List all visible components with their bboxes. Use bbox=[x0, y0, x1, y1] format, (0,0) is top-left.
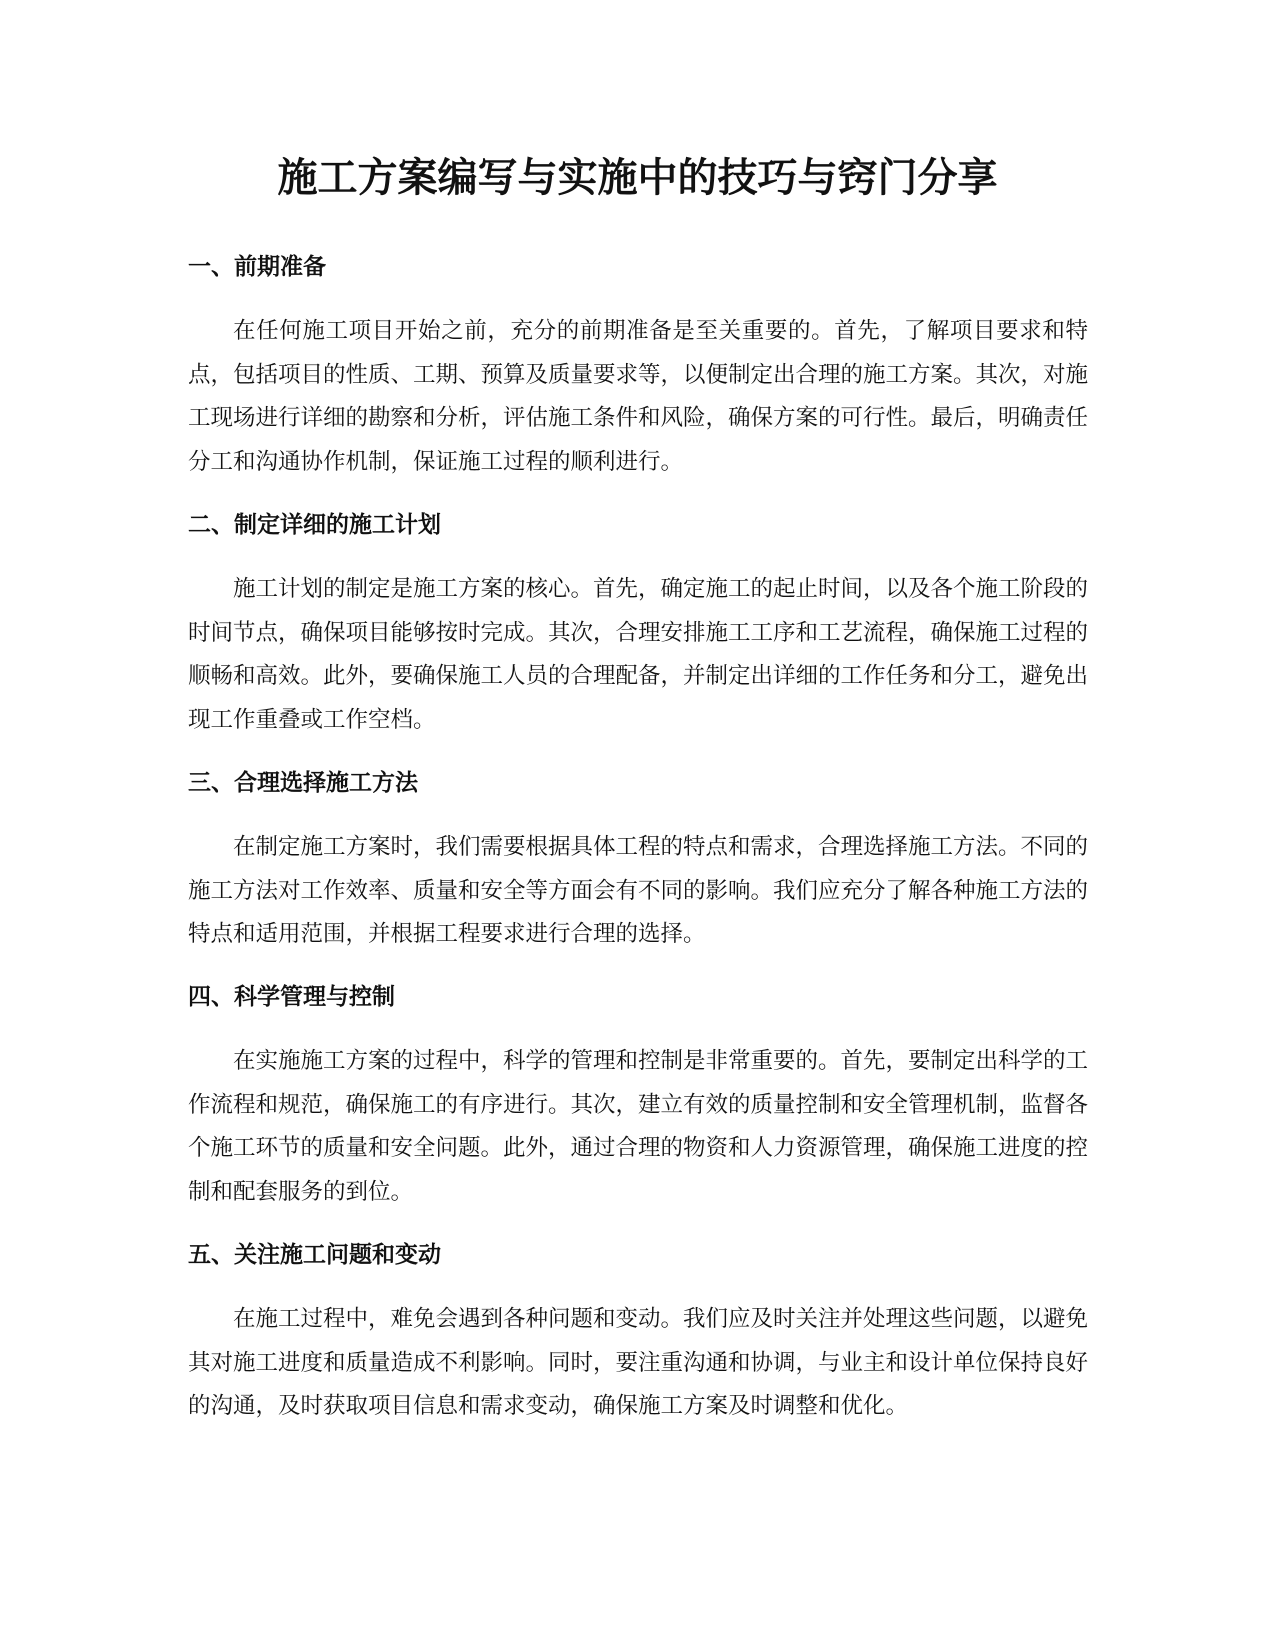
section-heading-2: 二、制定详细的施工计划 bbox=[188, 512, 441, 538]
section-body-1: 在任何施工项目开始之前，充分的前期准备是至关重要的。首先，了解项目要求和特点，包括项目的性质、工期、预算及质量要求等，以便制定出合理的施工方案。其次，对施工现场进行详细的勘察和分析，评估施工条件和风险，确保方案的可行性。最后，明确责任分工和沟通协作机制，保证施工过程的顺利进行。 bbox=[188, 318, 1089, 475]
section-body-4: 在实施施工方案的过程中，科学的管理和控制是非常重要的。首先，要制定出科学的工作流程和规范，确保施工的有序进行。其次，建立有效的质量控制和安全管理机制，监督各个施工环节的质量和安全问题。此外，通过合理的物资和人力资源管理，确保施工进度的控制和配套服务的到位。 bbox=[188, 1048, 1089, 1205]
document-title: 施工方案编写与实施中的技巧与窍门分享 bbox=[277, 155, 998, 201]
section-heading-5: 五、关注施工问题和变动 bbox=[188, 1242, 441, 1268]
section-body-3: 在制定施工方案时，我们需要根据具体工程的特点和需求，合理选择施工方法。不同的施工方法对工作效率、质量和安全等方面会有不同的影响。我们应充分了解各种施工方法的特点和适用范围，并根据工程要求进行合理的选择。 bbox=[188, 834, 1089, 947]
section-heading-3: 三、合理选择施工方法 bbox=[188, 770, 418, 796]
section-body-2: 施工计划的制定是施工方案的核心。首先，确定施工的起止时间，以及各个施工阶段的时间节点，确保项目能够按时完成。其次，合理安排施工工序和工艺流程，确保施工过程的顺畅和高效。此外，要确保施工人员的合理配备，并制定出详细的工作任务和分工，避免出现工作重叠或工作空档。 bbox=[188, 576, 1089, 733]
section-heading-4: 四、科学管理与控制 bbox=[188, 984, 395, 1010]
section-heading-1: 一、前期准备 bbox=[188, 254, 326, 280]
section-body-5: 在施工过程中，难免会遇到各种问题和变动。我们应及时关注并处理这些问题，以避免其对施工进度和质量造成不利影响。同时，要注重沟通和协调，与业主和设计单位保持良好的沟通，及时获取项目信息和需求变动，确保施工方案及时调整和优化。 bbox=[188, 1306, 1089, 1419]
